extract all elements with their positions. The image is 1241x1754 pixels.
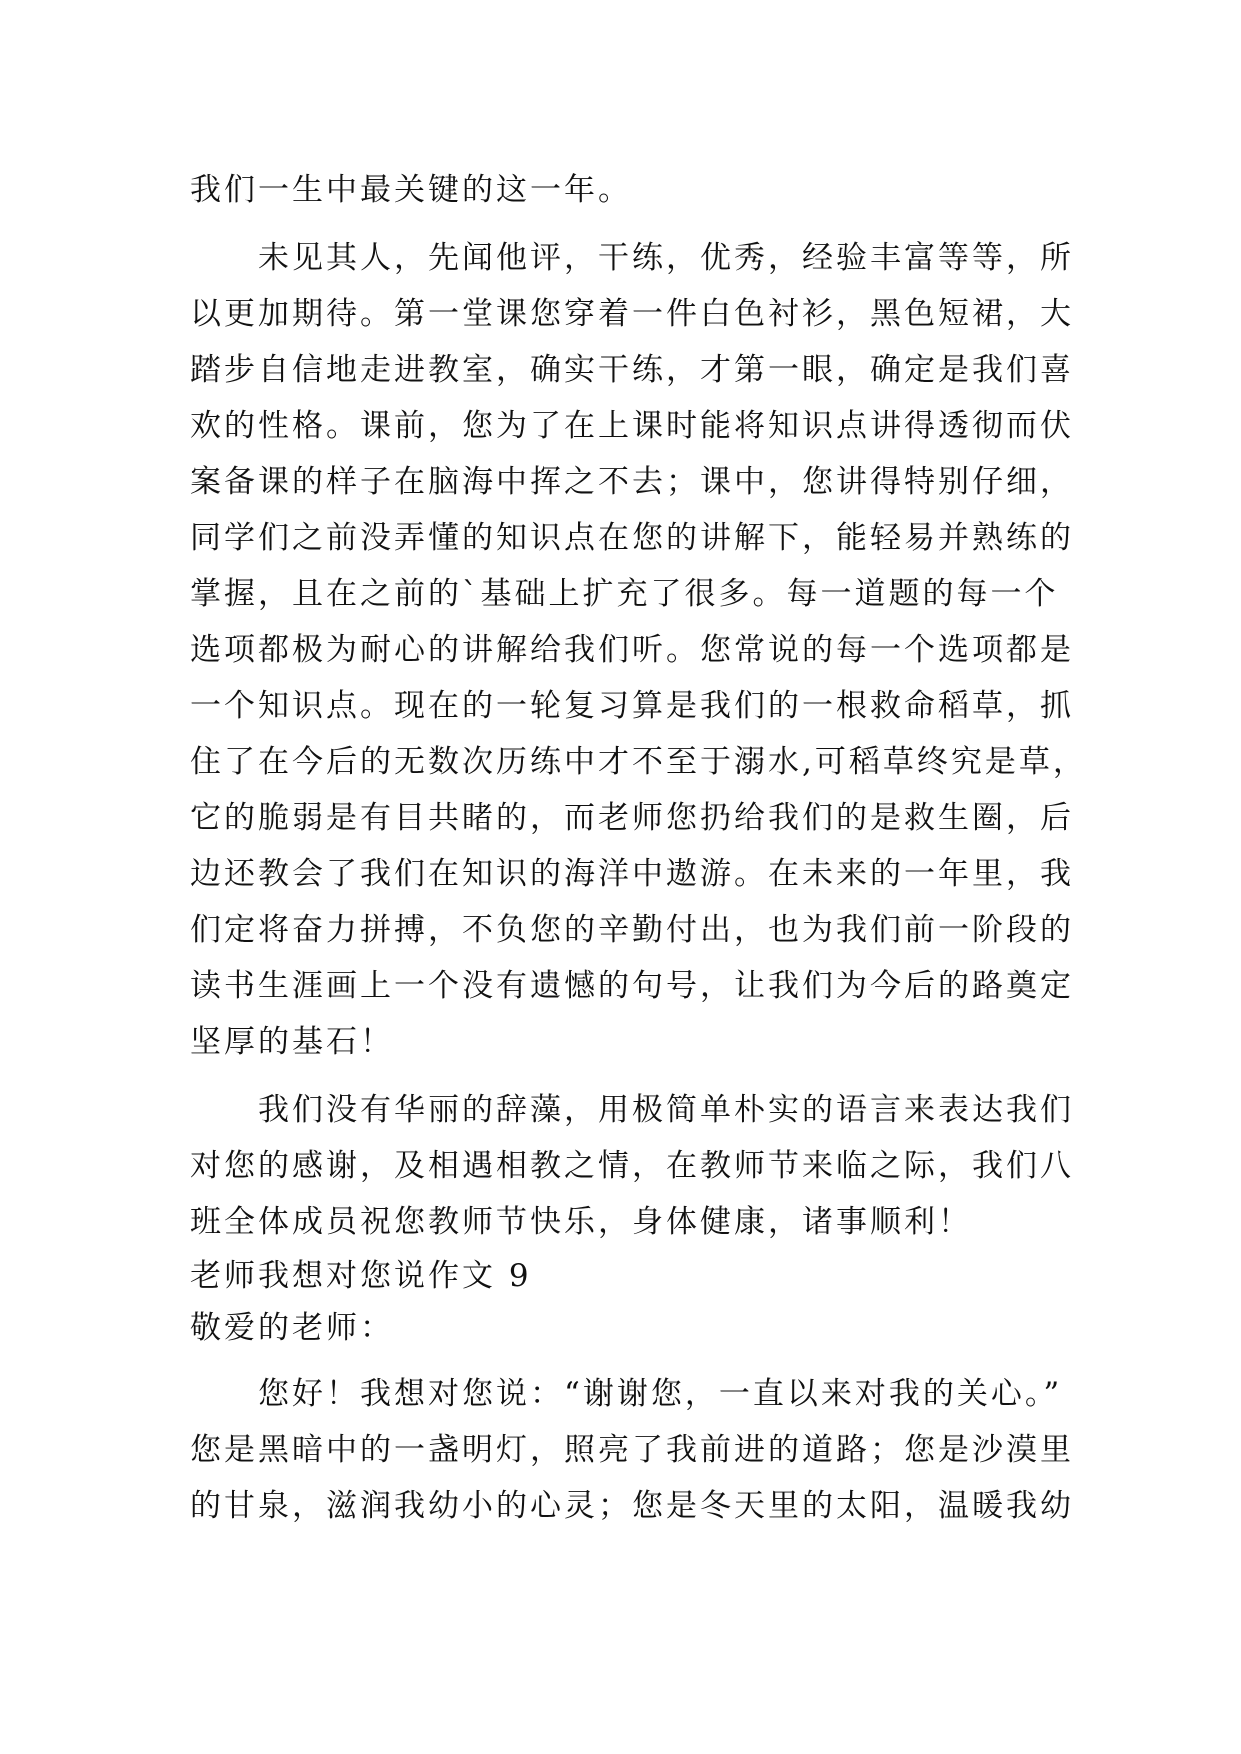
text-line: 的甘泉，滋润我幼小的心灵；您是冬天里的太阳，温暖我幼: [190, 1488, 1074, 1524]
text-line: 我们一生中最关键的这一年。: [190, 172, 632, 208]
paragraph-start-line: 未见其人，先闻他评，干练，优秀，经验丰富等等，所: [258, 240, 1074, 276]
text-line: 一个知识点。现在的一轮复习算是我们的一根救命稻草，抓: [190, 688, 1074, 724]
salutation: 敬爱的老师：: [190, 1310, 394, 1346]
text-line: 欢的性格。课前，您为了在上课时能将知识点讲得透彻而伏: [190, 408, 1074, 444]
text-line: 班全体成员祝您教师节快乐，身体健康，诸事顺利！: [190, 1204, 972, 1240]
text-line: 掌握，且在之前的`基础上扩充了很多。每一道题的每一个: [190, 576, 1059, 612]
text-line: 对您的感谢，及相遇相教之情，在教师节来临之际，我们八: [190, 1148, 1074, 1184]
text-line: 案备课的样子在脑海中挥之不去；课中，您讲得特别仔细，: [190, 464, 1074, 500]
text-line: 同学们之前没弄懂的知识点在您的讲解下，能轻易并熟练的: [190, 520, 1074, 556]
text-line: 坚厚的基石！: [190, 1024, 394, 1060]
text-line: 们定将奋力拼搏，不负您的辛勤付出，也为我们前一阶段的: [190, 912, 1074, 948]
section-heading: 老师我想对您说作文 9: [190, 1258, 532, 1294]
text-line: 踏步自信地走进教室，确实干练，才第一眼，确定是我们喜: [190, 352, 1074, 388]
text-line: 以更加期待。第一堂课您穿着一件白色衬衫，黑色短裙，大: [190, 296, 1074, 332]
text-line: 住了在今后的无数次历练中才不至于溺水,可稻草终究是草，: [190, 744, 1087, 780]
text-line: 读书生涯画上一个没有遗憾的句号，让我们为今后的路奠定: [190, 968, 1074, 1004]
paragraph-start-line: 我们没有华丽的辞藻，用极简单朴实的语言来表达我们: [258, 1092, 1074, 1128]
text-line: 边还教会了我们在知识的海洋中遨游。在未来的一年里，我: [190, 856, 1074, 892]
text-line: 您是黑暗中的一盏明灯，照亮了我前进的道路；您是沙漠里: [190, 1432, 1074, 1468]
text-line: 它的脆弱是有目共睹的，而老师您扔给我们的是救生圈，后: [190, 800, 1074, 836]
text-line: 选项都极为耐心的讲解给我们听。您常说的每一个选项都是: [190, 632, 1074, 668]
document-body: [190, 162, 1087, 1534]
paragraph-start-line: 您好！我想对您说：“谢谢您，一直以来对我的关心。”: [258, 1376, 1063, 1412]
